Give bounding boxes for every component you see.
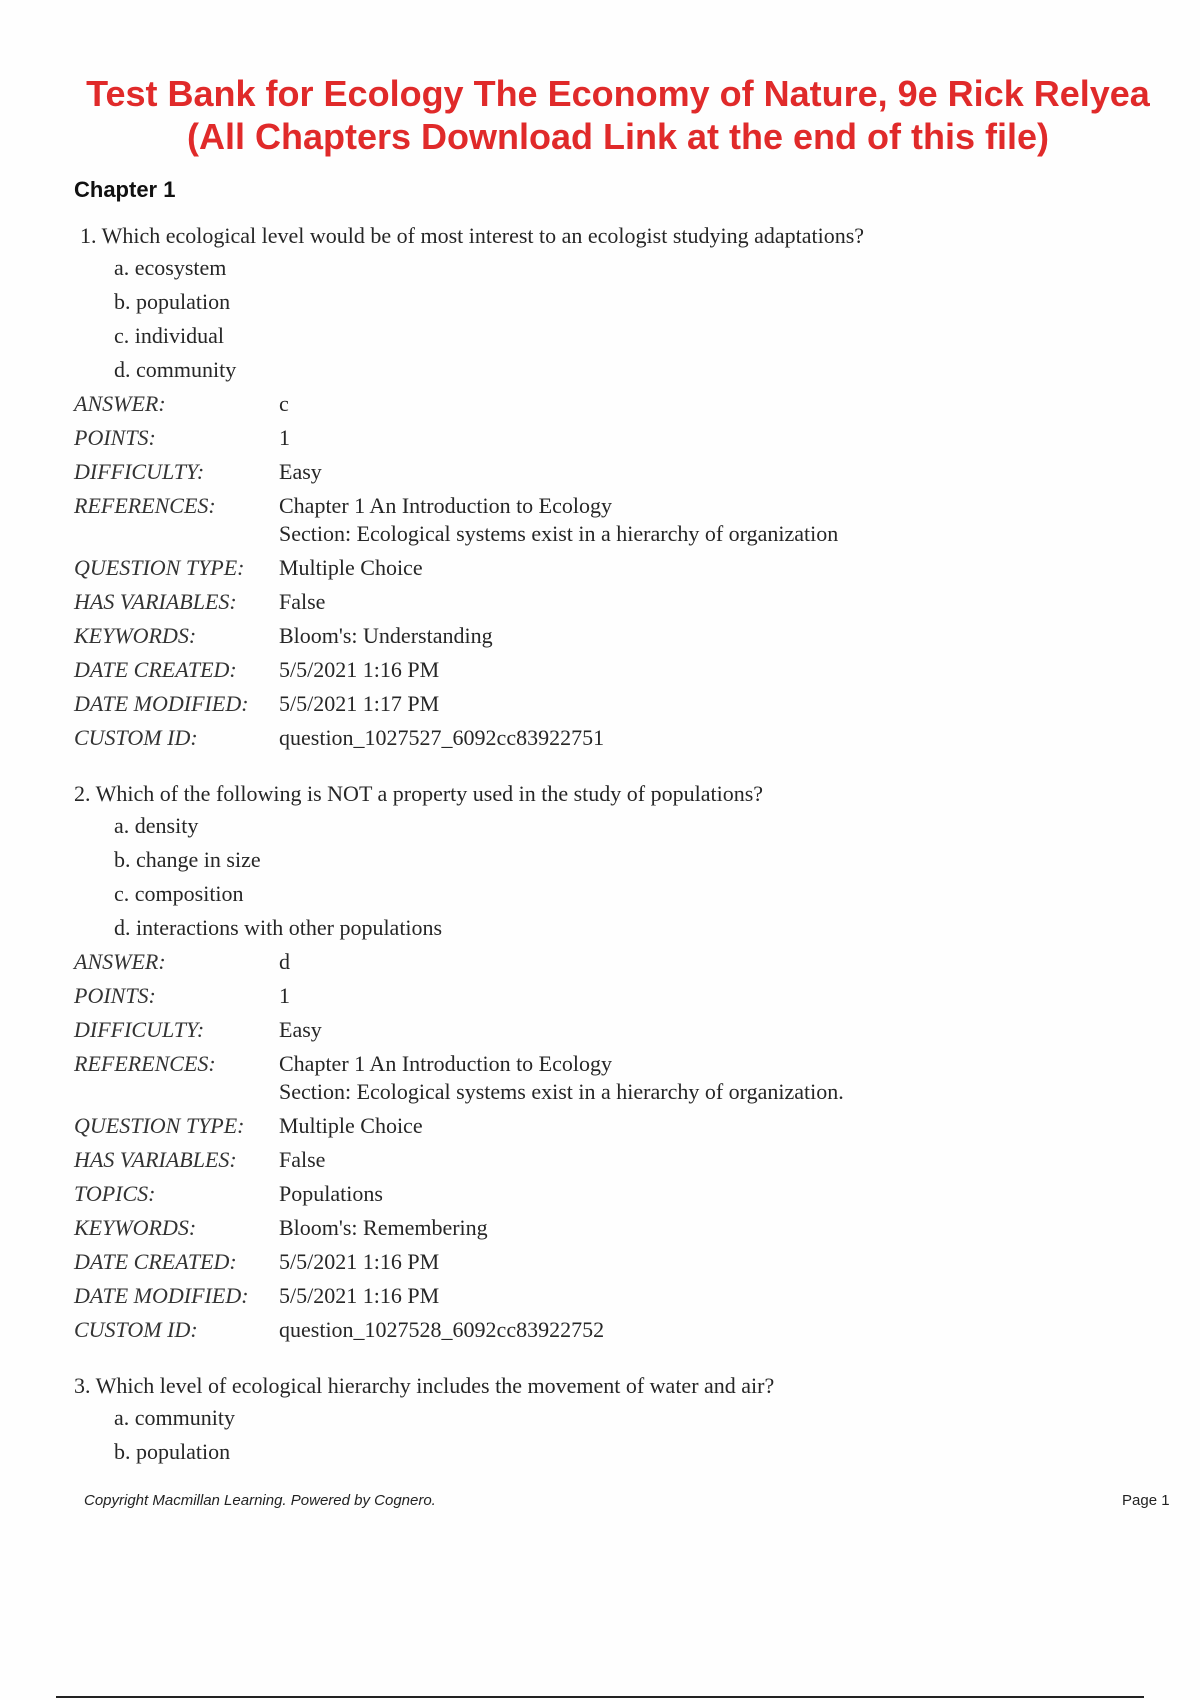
- question-2-text: 2. Which of the following is NOT a property used in the study of populations?: [74, 781, 764, 806]
- question-2-choice-d: d. interactions with other populations: [114, 915, 443, 940]
- question-2-answer-value: d: [279, 949, 290, 974]
- question-2-points-value: 1: [279, 983, 290, 1008]
- question-2-choice-a: a. density: [114, 813, 199, 838]
- question-2-topics-label: TOPICS:: [74, 1181, 156, 1206]
- question-3-choice-a: a. community: [114, 1405, 235, 1430]
- question-2-references-label: REFERENCES:: [74, 1051, 216, 1076]
- chapter-heading: Chapter 1: [74, 177, 176, 202]
- question-1-custom-id-label: CUSTOM ID:: [74, 725, 198, 750]
- question-1-points-label: POINTS:: [74, 425, 156, 450]
- question-1-choice-c: c. individual: [114, 323, 224, 348]
- copyright-footer: Copyright Macmillan Learning. Powered by Cognero.: [84, 1492, 436, 1509]
- question-1-date-modified-value: 5/5/2021 1:17 PM: [279, 691, 440, 716]
- question-1-custom-id-value: question_1027527_6092cc83922751: [279, 725, 605, 750]
- question-1-question-type-value: Multiple Choice: [279, 555, 423, 580]
- question-2-choice-b: b. change in size: [114, 847, 261, 872]
- title-line-1: Test Bank for Ecology The Economy of Nature, 9e Rick Relyea: [86, 73, 1150, 114]
- question-1-references-label: REFERENCES:: [74, 493, 216, 518]
- question-2-question-type-value: Multiple Choice: [279, 1113, 423, 1138]
- question-1-date-created-value: 5/5/2021 1:16 PM: [279, 657, 440, 682]
- question-2-choice-c: c. composition: [114, 881, 244, 906]
- document-title: [0, 72, 1200, 158]
- question-2-references-line-1: Chapter 1 An Introduction to Ecology: [279, 1051, 612, 1076]
- question-2-date-created-label: DATE CREATED:: [74, 1249, 237, 1274]
- question-2-difficulty-label: DIFFICULTY:: [74, 1017, 205, 1042]
- question-1-text: 1. Which ecological level would be of most interest to an ecologist studying adaptations?: [80, 223, 865, 248]
- question-1-keywords-label: KEYWORDS:: [74, 623, 197, 648]
- question-2-references-line-2: Section: Ecological systems exist in a hierarchy of organization.: [279, 1079, 844, 1104]
- question-3-choice-b: b. population: [114, 1439, 231, 1464]
- question-2-has-variables-label: HAS VARIABLES:: [74, 1147, 237, 1172]
- question-2-date-modified-value: 5/5/2021 1:16 PM: [279, 1283, 440, 1308]
- question-1-references-line-1: Chapter 1 An Introduction to Ecology: [279, 493, 612, 518]
- question-2-custom-id-label: CUSTOM ID:: [74, 1317, 198, 1342]
- question-2-has-variables-value: False: [279, 1147, 326, 1172]
- question-2-keywords-value: Bloom's: Remembering: [279, 1215, 488, 1240]
- question-1-difficulty-value: Easy: [279, 459, 322, 484]
- question-2-keywords-label: KEYWORDS:: [74, 1215, 197, 1240]
- question-2-answer-label: ANSWER:: [74, 949, 166, 974]
- question-3-text: 3. Which level of ecological hierarchy includes the movement of water and air?: [74, 1373, 775, 1398]
- question-1-has-variables-value: False: [279, 589, 326, 614]
- question-1-has-variables-label: HAS VARIABLES:: [74, 589, 237, 614]
- question-1-choice-d: d. community: [114, 357, 237, 382]
- question-1-answer-label: ANSWER:: [74, 391, 166, 416]
- question-1-date-modified-label: DATE MODIFIED:: [74, 691, 249, 716]
- question-2-date-created-value: 5/5/2021 1:16 PM: [279, 1249, 440, 1274]
- question-2-date-modified-label: DATE MODIFIED:: [74, 1283, 249, 1308]
- question-1-question-type-label: QUESTION TYPE:: [74, 555, 245, 580]
- question-1-references-line-2: Section: Ecological systems exist in a hierarchy of organization: [279, 521, 839, 546]
- question-1-answer-value: c: [279, 391, 289, 416]
- question-2-points-label: POINTS:: [74, 983, 156, 1008]
- question-2-question-type-label: QUESTION TYPE:: [74, 1113, 245, 1138]
- question-1-date-created-label: DATE CREATED:: [74, 657, 237, 682]
- page-number: Page 1: [1122, 1492, 1170, 1509]
- question-2-topics-value: Populations: [279, 1181, 383, 1206]
- question-1-choice-b: b. population: [114, 289, 231, 314]
- question-1-keywords-value: Bloom's: Understanding: [279, 623, 493, 648]
- question-1-choice-a: a. ecosystem: [114, 255, 227, 280]
- question-1-points-value: 1: [279, 425, 290, 450]
- question-1-difficulty-label: DIFFICULTY:: [74, 459, 205, 484]
- question-2-difficulty-value: Easy: [279, 1017, 322, 1042]
- question-2-custom-id-value: question_1027528_6092cc83922752: [279, 1317, 605, 1342]
- bottom-divider: [56, 1696, 1144, 1698]
- title-line-2: (All Chapters Download Link at the end of this file): [186, 116, 1050, 157]
